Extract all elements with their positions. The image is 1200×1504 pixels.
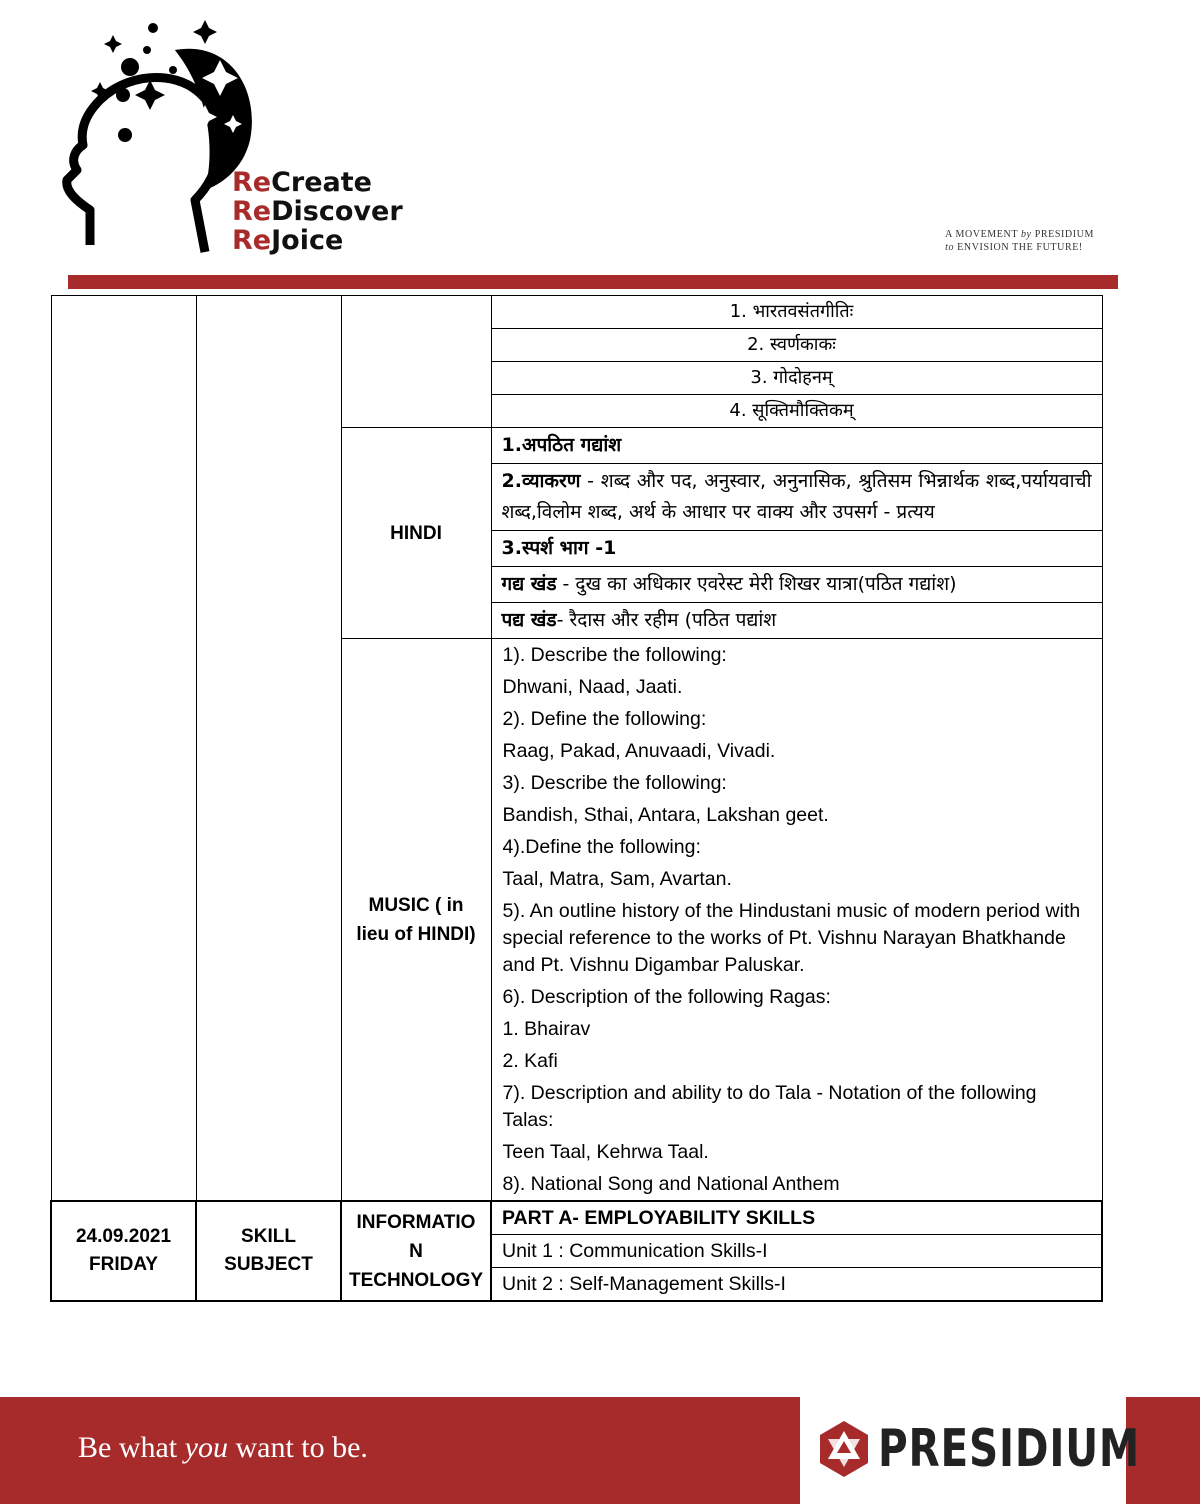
logo-tagline [232, 168, 403, 255]
presidium-logo [800, 1397, 1141, 1504]
tagline-line-1: ReCreate [232, 167, 372, 198]
table-row [51, 296, 1102, 428]
list-item: PART A- EMPLOYABILITY SKILLS [492, 1202, 1101, 1235]
list-item: गद्य खंड - दुख का अधिकार एवरेस्ट मेरी शिखर यात्रा(पठित गद्यांश) [492, 567, 1102, 603]
list-item: 1. भारतवसंतगीतिः [492, 296, 1102, 329]
list-item: Taal, Matra, Sam, Avartan. [502, 868, 732, 890]
list-item: Dhwani, Naad, Jaati. [502, 676, 683, 698]
list-item: Unit 1 : Communication Skills-I [492, 1235, 1101, 1268]
exam-schedule-table [50, 295, 1103, 1302]
subject-cell [341, 296, 491, 428]
footer-bar [0, 1397, 1200, 1504]
list-item: 8). National Song and National Anthem [502, 1173, 840, 1195]
list-item: 2. Kafi [502, 1050, 558, 1072]
syllabus-cell [491, 639, 1102, 1202]
movement-slogan: A MOVEMENT by PRESIDIUM to ENVISION THE FUTURE! [945, 229, 1094, 253]
syllabus-cell [491, 296, 1102, 428]
list-item: 6). Description of the following Ragas: [502, 986, 831, 1008]
date-cell [51, 296, 196, 1202]
tagline-line-2: ReDiscover [232, 196, 403, 227]
list-item: Bandish, Sthai, Antara, Lakshan geet. [502, 804, 829, 826]
list-item: Teen Taal, Kehrwa Taal. [502, 1141, 709, 1163]
list-item: 3.स्पर्श भाग -1 [492, 531, 1102, 567]
list-item: 2). Define the following: [502, 708, 707, 730]
list-item: पद्य खंड- रैदास और रहीम (पठित पद्यांश [501, 609, 777, 631]
presidium-star-icon [814, 1419, 874, 1479]
header-divider [68, 275, 1118, 289]
list-item: 3. गोदोहनम् [492, 362, 1102, 395]
list-item: 1.अपठित गद्यांश [492, 428, 1102, 464]
subject-hindi: HINDI [341, 428, 491, 639]
footer-motto: Be what you want to be. [78, 1431, 368, 1464]
subject-music: MUSIC ( in lieu of HINDI) [341, 639, 491, 1202]
presidium-wordmark: PRESIDIUM [878, 1419, 1141, 1479]
tagline-line-3: ReJoice [232, 225, 344, 256]
list-item: 5). An outline history of the Hindustani music of modern period with special reference to the works of Pt. Vishnu Narayan Bhatkhande and Pt. Vishnu Digambar Paluskar. [502, 900, 1081, 976]
list-item: 3). Describe the following: [502, 772, 727, 794]
date-cell: 24.09.2021 FRIDAY [51, 1201, 196, 1301]
subject-it: INFORMATIO N TECHNOLOGY [341, 1201, 491, 1301]
syllabus-cell [491, 428, 1102, 639]
list-item: 7). Description and ability to do Tala - Notation of the following Talas: [502, 1082, 1037, 1131]
list-item: 4).Define the following: [502, 836, 701, 858]
table-row [51, 1201, 1102, 1301]
list-item: Raag, Pakad, Anuvaadi, Vivadi. [502, 740, 776, 762]
list-item: 1). Describe the following: [502, 644, 727, 666]
list-item: 2. स्वर्णकाकः [492, 329, 1102, 362]
category-cell: SKILL SUBJECT [196, 1201, 341, 1301]
list-item: Unit 2 : Self-Management Skills-I [502, 1273, 786, 1295]
list-item: 2.व्याकरण - शब्द और पद, अनुस्वार, अनुनासिक, श्रुतिसम भिन्नार्थक शब्द,पर्यायवाची शब्द,विलोम शब्द, अर्थ के आधार पर वाक्य और उपसर्ग - प्रत्यय [492, 464, 1102, 531]
list-item: 4. सूक्तिमौक्तिकम् [729, 400, 854, 421]
category-cell [196, 296, 341, 1202]
list-item: 1. Bhairav [502, 1018, 591, 1040]
syllabus-cell [491, 1201, 1102, 1301]
